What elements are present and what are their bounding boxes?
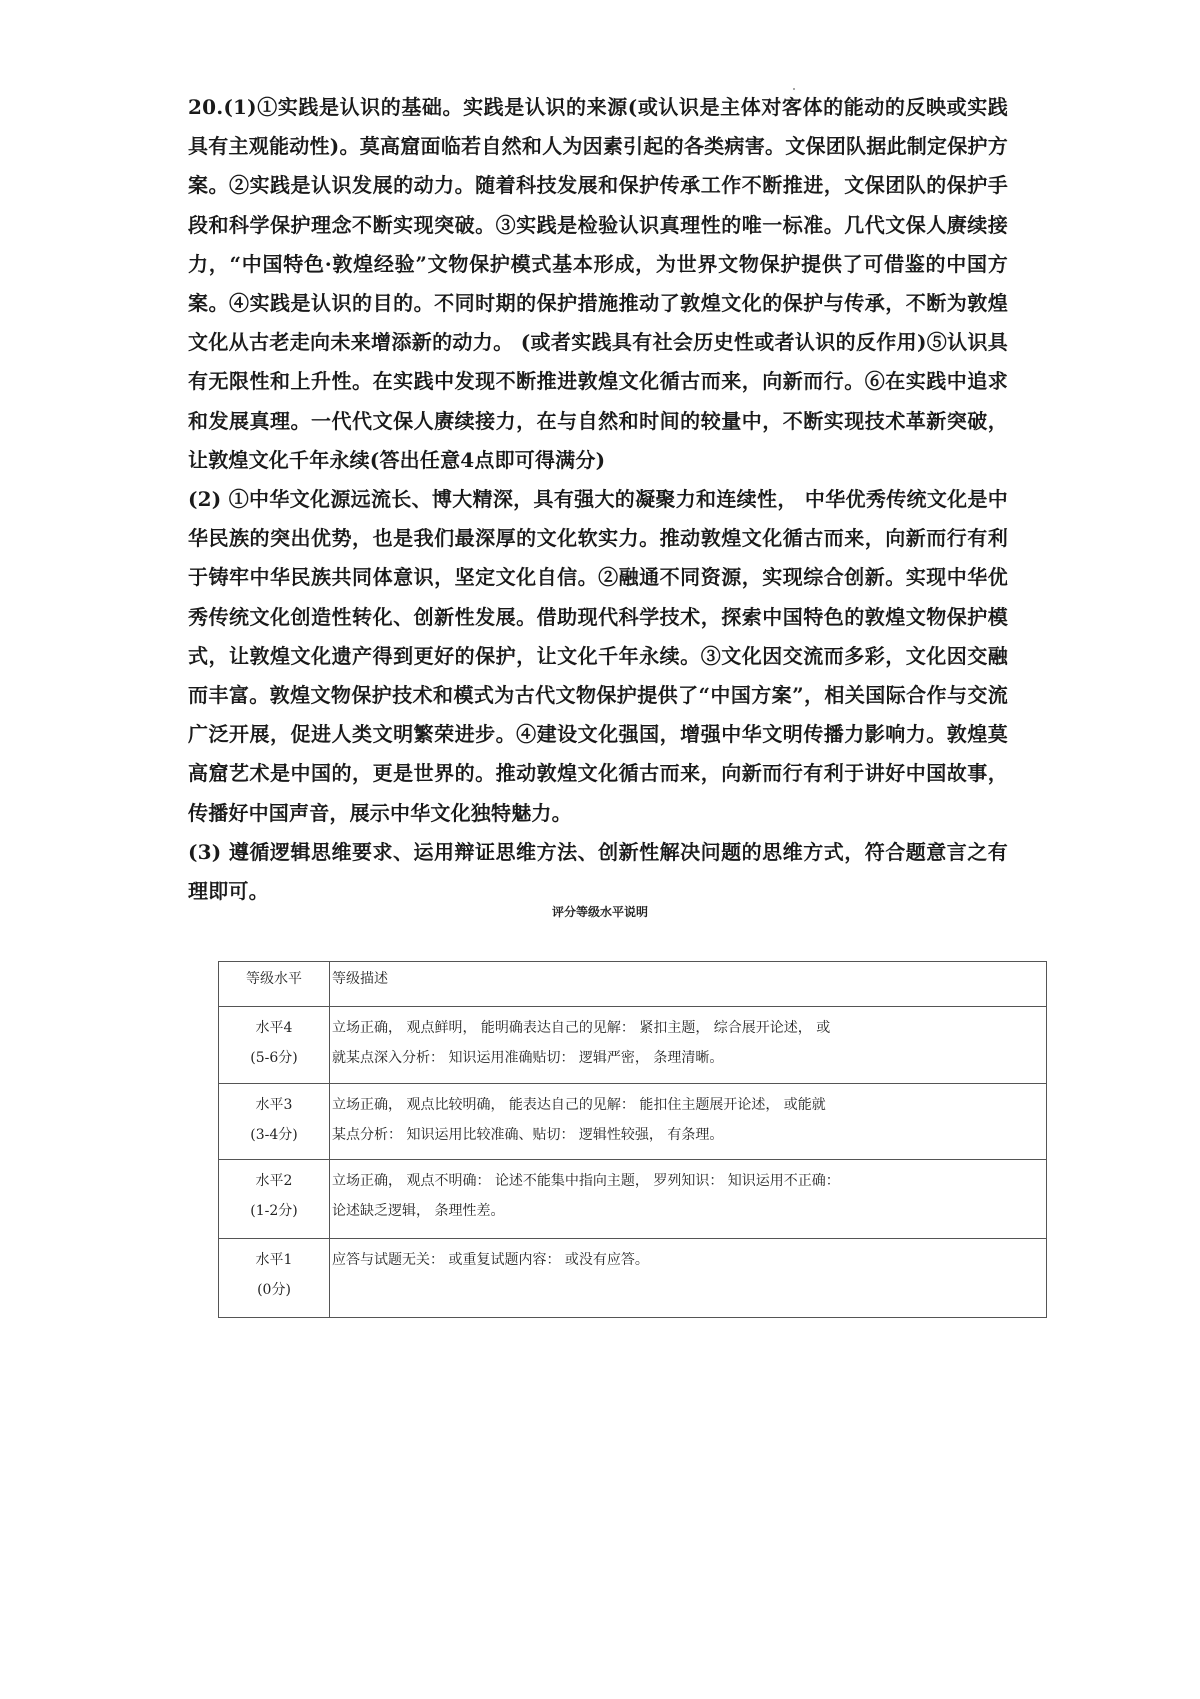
table-row	[219, 1160, 1047, 1239]
description-line: 就某点深入分析： 知识运用准确贴切： 逻辑严密， 条理清晰。	[332, 1050, 724, 1066]
answer-part-1: 20.(1)①实践是认识的基础。实践是认识的来源(或认识是主体对客体的能动的反映或实践具有主观能动性)。莫高窟面临若自然和人为因素引起的各类病害。文保团队据此制定保护方案。②实践是认识发展的动力。随着科技发展和保护传承工作不断推进，文保团队的保护手段和科学保护理念不断实现突破。③实践是检验认识真理性的唯一标准。几代文保人赓续接力，“中国特色·敦煌经验”文物保护模式基本形成，为世界文物保护提供了可借鉴的中国方案。④实践是认识的目的。不同时期的保护措施推动了敦煌文化的保护与传承，不断为敦煌文化从古老走向未来增添新的动力。 (或者实践具有社会历史性或者认识的反作用)⑤认识具有无限性和上升性。在实践中发现不断推进敦煌文化循古而来，向新而行。⑥在实践中追求和发展真理。一代代文保人赓续接力，在与自然和时间的较量中，不断实现技术革新突破，让敦煌文化千年永续(答出任意4点即可得满分)	[188, 95, 1008, 472]
level-cell	[219, 1084, 330, 1160]
table-row	[219, 1239, 1047, 1318]
answer-part-3: (3) 遵循逻辑思维要求、运用辩证思维方法、创新性解决问题的思维方式，符合题意言之有理即可。	[188, 839, 1008, 904]
description-cell	[330, 1160, 1047, 1239]
level-cell	[219, 1160, 330, 1239]
grading-table	[218, 961, 1047, 1318]
header-description: 等级描述	[330, 962, 1047, 1007]
level-name: 水平4	[255, 1020, 293, 1036]
level-cell	[219, 1239, 330, 1318]
description-cell	[330, 1084, 1047, 1160]
level-score: (3-4分)	[250, 1127, 298, 1143]
level-name: 水平1	[255, 1252, 293, 1268]
level-name: 水平2	[255, 1173, 293, 1189]
description-line: 论述缺乏逻辑， 条理性差。	[332, 1203, 505, 1219]
answer-body	[188, 88, 1008, 911]
header-level: 等级水平	[219, 962, 330, 1007]
answer-part-2: (2) ①中华文化源远流长、博大精深，具有强大的凝聚力和连续性， 中华优秀传统文化是中华民族的突出优势，也是我们最深厚的文化软实力。推动敦煌文化循古而来，向新而行有利于铸牢中华民族共同体意识，坚定文化自信。②融通不同资源，实现综合创新。实现中华优秀传统文化创造性转化、创新性发展。借助现代科学技术，探索中国特色的敦煌文物保护模式，让敦煌文化遗产得到更好的保护，让文化千年永续。③文化因交流而多彩，文化因交融而丰富。敦煌文物保护技术和模式为古代文物保护提供了“中国方案”，相关国际合作与交流广泛开展，促进人类文明繁荣进步。④建设文化强国，增强中华文明传播力影响力。敦煌莫高窟艺术是中国的，更是世界的。推动敦煌文化循古而来，向新而行有利于讲好中国故事，传播好中国声音，展示中华文化独特魅力。	[188, 487, 1008, 825]
level-score: (5-6分)	[250, 1050, 298, 1066]
description-line: 立场正确， 观点比较明确， 能表达自己的见解： 能扣住主题展开论述， 或能就	[332, 1097, 826, 1113]
grading-table-title: 评分等级水平说明	[551, 905, 648, 919]
level-name: 水平3	[255, 1097, 293, 1113]
description-line: 立场正确， 观点鲜明， 能明确表达自己的见解： 紧扣主题， 综合展开论述， 或	[332, 1020, 831, 1036]
table-header-row	[219, 962, 1047, 1007]
description-line: 某点分析： 知识运用比较准确、贴切： 逻辑性较强， 有条理。	[332, 1127, 724, 1143]
description-line: 立场正确， 观点不明确： 论述不能集中指向主题， 罗列知识： 知识运用不正确：	[332, 1173, 840, 1189]
table-row	[219, 1084, 1047, 1160]
level-score: (0分)	[257, 1282, 291, 1298]
description-cell	[330, 1239, 1047, 1318]
description-line: 应答与试题无关： 或重复试题内容： 或没有应答。	[332, 1252, 649, 1268]
level-cell	[219, 1007, 330, 1084]
description-cell	[330, 1007, 1047, 1084]
table-row	[219, 1007, 1047, 1084]
level-score: (1-2分)	[250, 1203, 298, 1219]
